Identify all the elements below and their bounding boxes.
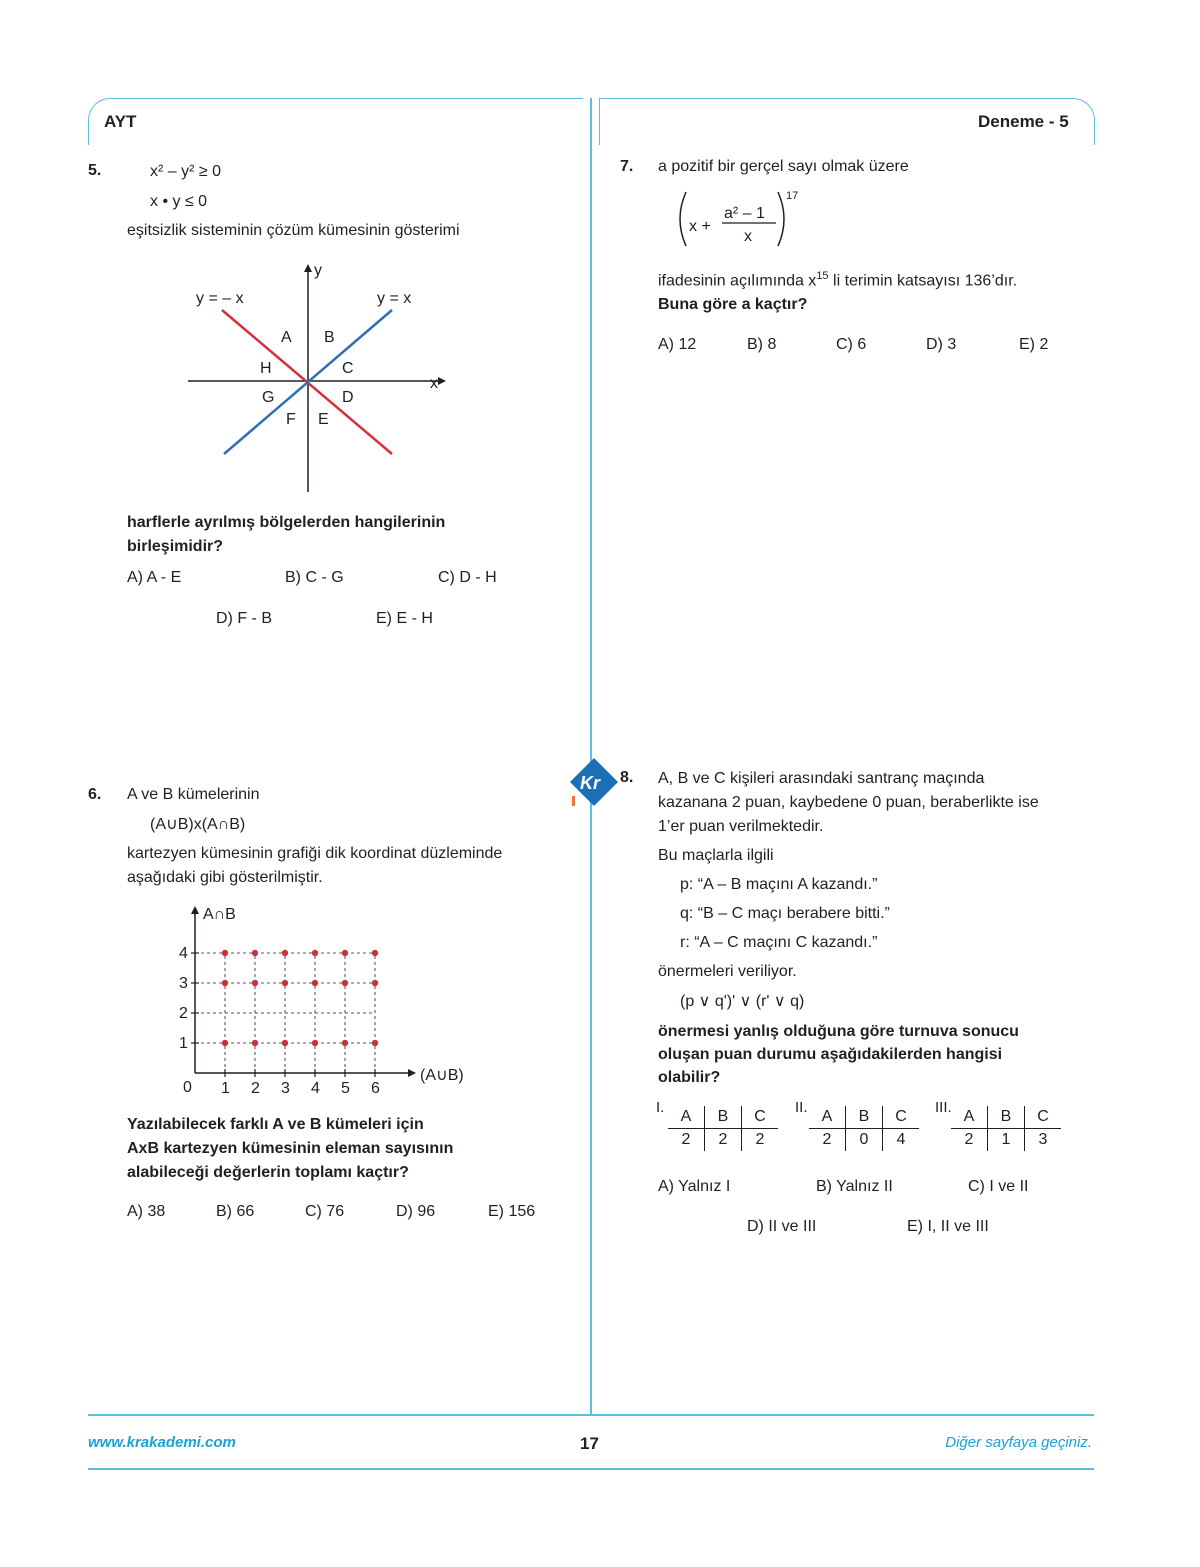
q5-inequality-2: x • y ≤ 0 <box>150 193 208 210</box>
q6-point <box>342 950 348 956</box>
q7-option-a[interactable]: A) 12 <box>658 336 697 353</box>
q6-point <box>282 950 288 956</box>
q5-option-b[interactable]: B) C - G <box>285 569 344 586</box>
q6-question-1: Yazılabilecek farklı A ve B kümeleri için <box>127 1116 424 1133</box>
cell: A <box>668 1106 705 1129</box>
logo-text: Kr <box>580 773 601 793</box>
table-ii-label: II. <box>795 1099 808 1116</box>
header-left-box <box>88 98 583 145</box>
q6-point <box>312 980 318 986</box>
label-y-neg-x: y = – x <box>196 290 244 307</box>
q6-number: 6. <box>88 786 102 803</box>
q8-line-3: 1’er puan verilmektedir. <box>658 818 824 835</box>
q6-origin: 0 <box>183 1079 192 1096</box>
q6-option-e[interactable]: E) 156 <box>488 1203 536 1220</box>
q8-question-2: oluşan puan durumu aşağıdakilerden hangisi <box>658 1046 1003 1063</box>
q7-statement-a: ifadesinin açılımında x <box>658 272 817 290</box>
cell: C <box>883 1106 920 1129</box>
table-i-head <box>668 1106 778 1129</box>
q6-y-tick-label: 4 <box>179 945 188 962</box>
q7-intro: a pozitif bir gerçel sayı olmak üzere <box>658 158 909 175</box>
q6-point <box>252 950 258 956</box>
cell: 2 <box>964 1131 974 1148</box>
table-iii-head <box>951 1106 1061 1129</box>
q6-option-d[interactable]: D) 96 <box>396 1203 436 1220</box>
q6-x-tick-label: 1 <box>221 1080 230 1097</box>
q6-point <box>312 950 318 956</box>
q8-prop-r: r: “A – C maçını C kazandı.” <box>680 934 878 951</box>
denominator: x <box>744 228 752 245</box>
q7-expression <box>674 186 814 252</box>
q8-option-b[interactable]: B) Yalnız II <box>816 1178 893 1195</box>
q6-point <box>312 1040 318 1046</box>
q6-expression: (A∪B)x(A∩B) <box>150 816 246 833</box>
q5-number: 5. <box>88 162 102 179</box>
q8-question-3: olabilir? <box>658 1069 721 1086</box>
cell: 1 <box>988 1129 1025 1152</box>
cell: 4 <box>883 1129 920 1152</box>
q6-x-label: (A∪B) <box>420 1067 464 1084</box>
q8-number: 8. <box>620 769 634 786</box>
q5-option-a[interactable]: A) A - E <box>127 569 182 586</box>
cell: C <box>1025 1106 1062 1129</box>
q8-prop-q: q: “B – C maçı berabere bitti.” <box>680 905 890 922</box>
q8-prop-p: p: “A – B maçını A kazandı.” <box>680 876 878 893</box>
q6-point <box>372 1040 378 1046</box>
q6-y-tick-label: 2 <box>179 1005 188 1022</box>
test-title: Deneme - 5 <box>978 112 1069 131</box>
table-i-values <box>668 1129 778 1152</box>
label-axis-y: y <box>314 262 322 279</box>
q6-point <box>222 950 228 956</box>
region-e: E <box>318 411 329 428</box>
q6-point <box>222 980 228 986</box>
q6-question-2: AxB kartezyen kümesinin eleman sayısının <box>127 1140 454 1157</box>
q5-intro: eşitsizlik sisteminin çözüm kümesinin gösterimi <box>127 222 460 239</box>
left-paren <box>680 192 686 246</box>
x-axis-arrow <box>438 377 446 385</box>
q6-point <box>222 1040 228 1046</box>
table-i-label: I. <box>656 1099 665 1116</box>
cell: 2 <box>742 1129 779 1152</box>
q6-x-axis-arrow <box>408 1069 416 1077</box>
q8-line-2: kazanana 2 puan, kaybedene 0 puan, beraberlikte ise <box>658 794 1039 811</box>
table-iii-values <box>951 1129 1061 1152</box>
q5-question-1: harflerle ayrılmış bölgelerden hangilerinin <box>127 514 446 531</box>
q6-x-tick-label: 4 <box>311 1080 320 1097</box>
q6-option-c[interactable]: C) 76 <box>305 1203 345 1220</box>
q5-option-c[interactable]: C) D - H <box>438 569 497 586</box>
numerator: a² – 1 <box>724 205 765 222</box>
region-a: A <box>281 329 292 346</box>
q6-option-a[interactable]: A) 38 <box>127 1203 166 1220</box>
label-y-x: y = x <box>377 290 412 307</box>
q6-line-3: aşağıdaki gibi gösterilmiştir. <box>127 869 323 886</box>
cell: A <box>951 1106 988 1129</box>
q8-option-e[interactable]: E) I, II ve III <box>907 1218 989 1235</box>
table-ii-values <box>809 1129 919 1152</box>
region-f: F <box>286 411 296 428</box>
q8-formula: (p ∨ q')' ∨ (r' ∨ q) <box>680 993 805 1010</box>
q5-graph <box>180 258 460 498</box>
q6-graph <box>170 900 500 1100</box>
q8-option-a[interactable]: A) Yalnız I <box>658 1178 731 1195</box>
q6-point <box>282 1040 288 1046</box>
power: 17 <box>786 190 799 202</box>
q8-line-1: A, B ve C kişileri arasındaki santranç maçında <box>658 770 985 787</box>
q6-y-label: A∩B <box>203 906 236 923</box>
q7-statement-b: li terimin katsayısı 136’dır. <box>828 272 1018 290</box>
q6-point <box>252 1040 258 1046</box>
exam-title: AYT <box>104 112 137 131</box>
q6-y-tick-label: 3 <box>179 975 188 992</box>
q6-y-axis-arrow <box>191 906 199 914</box>
q7-option-d[interactable]: D) 3 <box>926 336 957 353</box>
q6-point <box>282 980 288 986</box>
label-axis-x: x <box>430 375 438 392</box>
q6-point <box>372 950 378 956</box>
q7-statement-sup: 15 <box>816 270 829 282</box>
cell: 2 <box>681 1131 691 1148</box>
table-iii <box>951 1106 1061 1151</box>
cell: B <box>705 1106 742 1129</box>
q6-y-tick-label: 1 <box>179 1035 188 1052</box>
q6-line-2: kartezyen kümesinin grafiği dik koordinat düzleminde <box>127 845 503 862</box>
q6-line-1: A ve B kümelerinin <box>127 786 260 803</box>
cell: 3 <box>1025 1129 1062 1152</box>
kr-logo <box>566 756 622 812</box>
logo-accent <box>572 796 575 806</box>
table-ii <box>809 1106 919 1151</box>
q6-question-3: alabileceği değerlerin toplamı kaçtır? <box>127 1164 409 1181</box>
q7-statement <box>658 264 1017 293</box>
y-axis-arrow <box>304 264 312 272</box>
q6-x-tick-label: 2 <box>251 1080 260 1097</box>
q5-inequality-1: x² – y² ≥ 0 <box>150 163 222 180</box>
q6-point <box>252 980 258 986</box>
region-b: B <box>324 329 335 346</box>
footer-bottom-rule <box>88 1468 1094 1470</box>
q5-question-2: birleşimidir? <box>127 538 224 555</box>
footer-next: Diğer sayfaya geçiniz. <box>945 1434 1092 1451</box>
table-ii-head <box>809 1106 919 1129</box>
cell: B <box>846 1106 883 1129</box>
cell: A <box>809 1106 846 1129</box>
region-c: C <box>342 360 354 377</box>
q6-x-tick-label: 6 <box>371 1080 380 1097</box>
cell: C <box>742 1106 779 1129</box>
q6-point <box>342 1040 348 1046</box>
table-iii-label: III. <box>935 1099 952 1116</box>
q7-number: 7. <box>620 158 634 175</box>
cell: 2 <box>822 1131 832 1148</box>
cell: 2 <box>705 1129 742 1152</box>
q8-option-c[interactable]: C) I ve II <box>968 1178 1029 1195</box>
table-i <box>668 1106 778 1151</box>
q8-given: önermeleri veriliyor. <box>658 963 797 980</box>
right-paren <box>778 192 784 246</box>
footer-url[interactable]: www.krakademi.com <box>88 1434 236 1451</box>
q6-point <box>372 980 378 986</box>
q6-option-b[interactable]: B) 66 <box>216 1203 255 1220</box>
q7-option-b[interactable]: B) 8 <box>747 336 777 353</box>
footer-top-rule <box>88 1414 1094 1416</box>
region-h: H <box>260 360 272 377</box>
q6-x-tick-label: 5 <box>341 1080 350 1097</box>
q6-point <box>342 980 348 986</box>
q6-x-tick-label: 3 <box>281 1080 290 1097</box>
q8-option-d[interactable]: D) II ve III <box>747 1218 817 1235</box>
q7-question: Buna göre a kaçtır? <box>658 296 808 313</box>
region-d: D <box>342 389 354 406</box>
region-g: G <box>262 389 275 406</box>
cell: 0 <box>846 1129 883 1152</box>
cell: B <box>988 1106 1025 1129</box>
expr-x-plus: x + <box>689 218 711 235</box>
q8-question-1: önermesi yanlış olduğuna göre turnuva sonucu <box>658 1023 1019 1040</box>
page-number: 17 <box>580 1434 599 1453</box>
q5-option-d[interactable]: D) F - B <box>216 610 272 627</box>
q5-option-e[interactable]: E) E - H <box>376 610 433 627</box>
q7-option-e[interactable]: E) 2 <box>1019 336 1049 353</box>
q7-option-c[interactable]: C) 6 <box>836 336 867 353</box>
q8-about: Bu maçlarla ilgili <box>658 847 774 864</box>
